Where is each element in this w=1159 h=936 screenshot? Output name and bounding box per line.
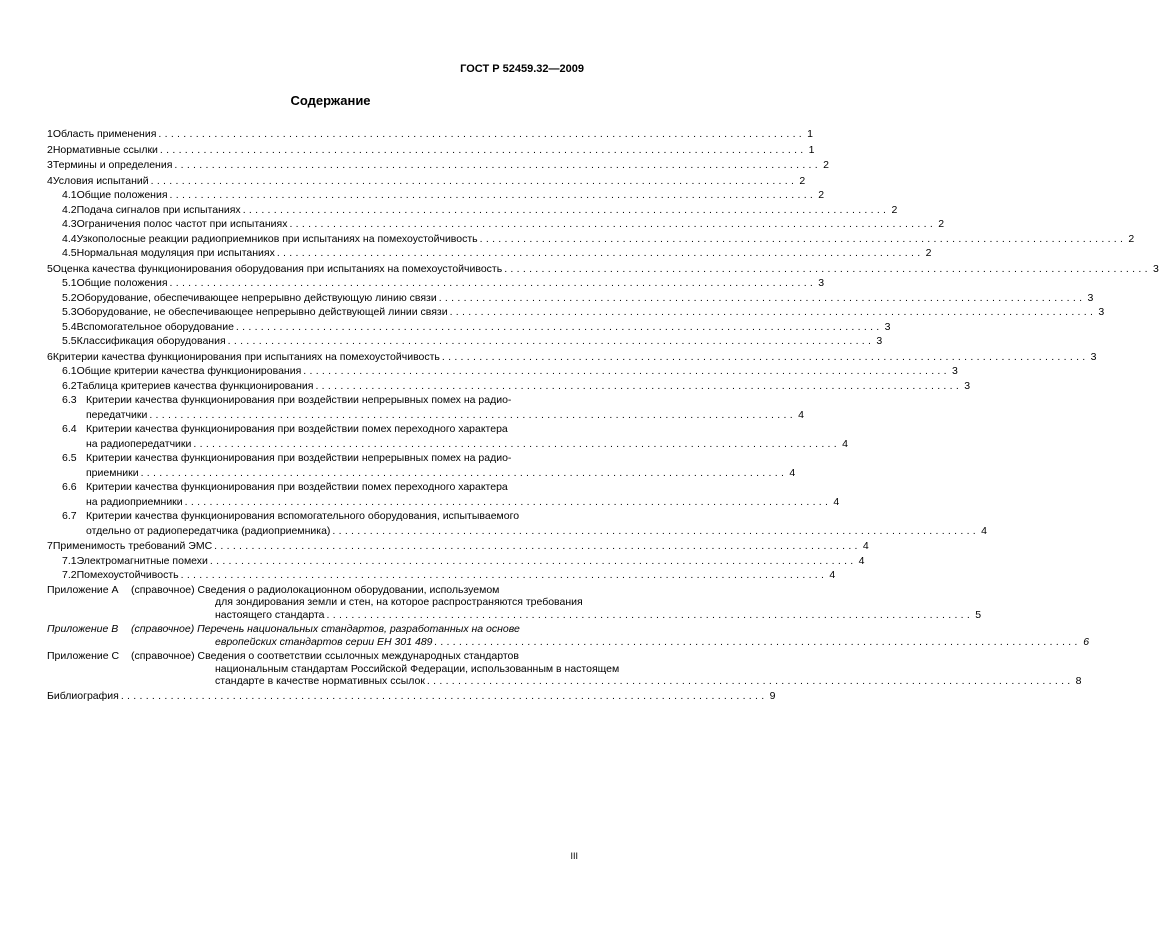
leader-dots: ........................................................................................................: [149, 408, 796, 421]
toc-entry: 6.5 Критерии качества функционирования при воздействии непрерывных помех на радио-: [62, 452, 512, 464]
toc-entry: 6.4 Критерии качества функционирования при воздействии помех переходного характера: [62, 423, 508, 435]
leader-dots: ........................................................................................................: [449, 306, 1097, 318]
toc-entry-continuation: на радиопередатчики ........................................................................................................ 4: [86, 437, 848, 450]
toc-entry-continuation: отдельно от радиопередатчика (радиоприемника) ........................................................................................................ 4: [86, 524, 987, 537]
toc-entry-continuation: передатчики ........................................................................................................ 4: [86, 408, 804, 421]
leader-dots: ........................................................................................................: [184, 495, 832, 508]
toc-entry: 6.2 Таблица критериев качества функционирования ........................................................................................................ 3: [62, 379, 971, 392]
appendix-entry: Приложение С (справочное) Сведения о соответствии ссылочных международных стандартов национальным стандартам Российской Федерации, использованным в настоящем стандарте в качестве нормативных ссылок ........................................................................................................ 8: [47, 650, 1082, 687]
page-title: Содержание: [290, 93, 371, 108]
leader-dots: ........................................................................................................: [227, 335, 875, 347]
leader-dots: ........................................................................................................: [169, 189, 817, 201]
leader-dots: ........................................................................................................: [158, 128, 805, 140]
toc-entry: 6 Критерии качества функционирования при испытаниях на помехоустойчивость ........................................................................................................ 3: [47, 350, 1097, 363]
toc-entry: 4.1 Общие положения ........................................................................................................ 2: [62, 189, 825, 201]
leader-dots: ........................................................................................................: [180, 569, 828, 581]
leader-dots: ........................................................................................................: [315, 379, 963, 392]
leader-dots: ........................................................................................................: [438, 291, 1086, 304]
leader-dots: ........................................................................................................: [276, 247, 924, 259]
leader-dots: ........................................................................................................: [120, 689, 768, 702]
leader-dots: ........................................................................................................: [235, 320, 883, 333]
toc-entry: 5.2 Оборудование, обеспечивающее непрерывно действующую линию связи ........................................................................................................ 3: [62, 291, 1094, 304]
page-number: III: [570, 851, 578, 861]
leader-dots: ........................................................................................................: [479, 232, 1127, 245]
appendix-entry: Приложение А (справочное) Сведения о радиолокационном оборудовании, используемом для зондирования земли и стен, на которое распространяются требования настоящего стандарта ........................................................................................................ 5: [47, 583, 982, 621]
toc-entry-continuation: на радиоприемники ........................................................................................................ 4: [86, 495, 840, 508]
toc-entry: 5.4 Вспомогательное оборудование ........................................................................................................ 3: [62, 320, 891, 333]
toc-entry: 4.2 Подача сигналов при испытаниях ........................................................................................................ 2: [62, 203, 898, 216]
toc-entry: 5 Оценка качества функционирования оборудования при испытаниях на помехоустойчивость ........................................................................................................ 3: [47, 262, 1159, 275]
leader-dots: ........................................................................................................: [193, 437, 840, 450]
toc-entry: 1 Область применения ........................................................................................................ 1: [47, 128, 813, 140]
leader-dots: ........................................................................................................: [209, 554, 857, 567]
toc-entry: 3 Термины и определения ........................................................................................................ 2: [47, 159, 829, 171]
appendix-entry: Приложение В (справочное) Перечень национальных стандартов, разработанных на основе европейских стандартов серии ЕН 301 489 ........................................................................................................ 6: [47, 623, 1090, 648]
leader-dots: ........................................................................................................: [289, 218, 937, 230]
toc-entry: 6.3 Критерии качества функционирования при воздействии непрерывных помех на радио-: [62, 394, 512, 406]
leader-dots: ........................................................................................................: [214, 540, 861, 552]
leader-dots: ........................................................................................................: [441, 350, 1089, 363]
leader-dots: ........................................................................................................: [426, 675, 1074, 687]
toc-entry: 5.3 Оборудование, не обеспечивающее непрерывно действующей линии связи ........................................................................................................ 3: [62, 306, 1105, 318]
toc-entry: 4.5 Нормальная модуляция при испытаниях ........................................................................................................ 2: [62, 247, 932, 259]
leader-dots: ........................................................................................................: [140, 466, 788, 479]
toc-entry: 6.7 Критерии качества функционирования вспомогательного оборудования, испытываемого: [62, 510, 520, 522]
toc-entry: 5.5 Классификация оборудования ........................................................................................................ 3: [62, 335, 883, 347]
leader-dots: ........................................................................................................: [303, 365, 950, 377]
toc-entry: 6.1 Общие критерии качества функционирования ........................................................................................................ 3: [62, 365, 958, 377]
leader-dots: ........................................................................................................: [434, 635, 1082, 648]
leader-dots: ........................................................................................................: [174, 159, 821, 171]
toc-entry: 7.1 Электромагнитные помехи ........................................................................................................ 4: [62, 554, 865, 567]
leader-dots: ........................................................................................................: [169, 277, 817, 289]
toc-entry: 4.3 Ограничения полос частот при испытаниях ........................................................................................................ 2: [62, 218, 945, 230]
leader-dots: ........................................................................................................: [332, 524, 979, 537]
standard-number: ГОСТ Р 52459.32—2009: [460, 63, 584, 75]
toc-entry: 5.1 Общие положения ........................................................................................................ 3: [62, 277, 825, 289]
leader-dots: ........................................................................................................: [504, 262, 1151, 275]
toc-entry: 6.6 Критерии качества функционирования при воздействии помех переходного характера: [62, 481, 508, 493]
toc-entry: 7 Применимость требований ЭМС ........................................................................................................ 4: [47, 540, 869, 552]
toc-entry: 4.4 Узкополосные реакции радиоприемников при испытаниях на помехоустойчивость ........................................................................................................ 2: [62, 232, 1135, 245]
leader-dots: ........................................................................................................: [159, 143, 807, 156]
table-of-contents: [47, 126, 1159, 703]
leader-dots: ........................................................................................................: [326, 608, 974, 621]
toc-entry: 7.2 Помехоустойчивость ........................................................................................................ 4: [62, 569, 836, 581]
toc-entry: 4 Условия испытаний ........................................................................................................ 2: [47, 174, 806, 187]
toc-entry-continuation: приемники ........................................................................................................ 4: [86, 466, 796, 479]
toc-entry: 2 Нормативные ссылки ........................................................................................................ 1: [47, 143, 815, 156]
leader-dots: ........................................................................................................: [242, 203, 890, 216]
bibliography-entry: Библиография ........................................................................................................ 9: [47, 689, 776, 702]
leader-dots: ........................................................................................................: [150, 174, 798, 187]
